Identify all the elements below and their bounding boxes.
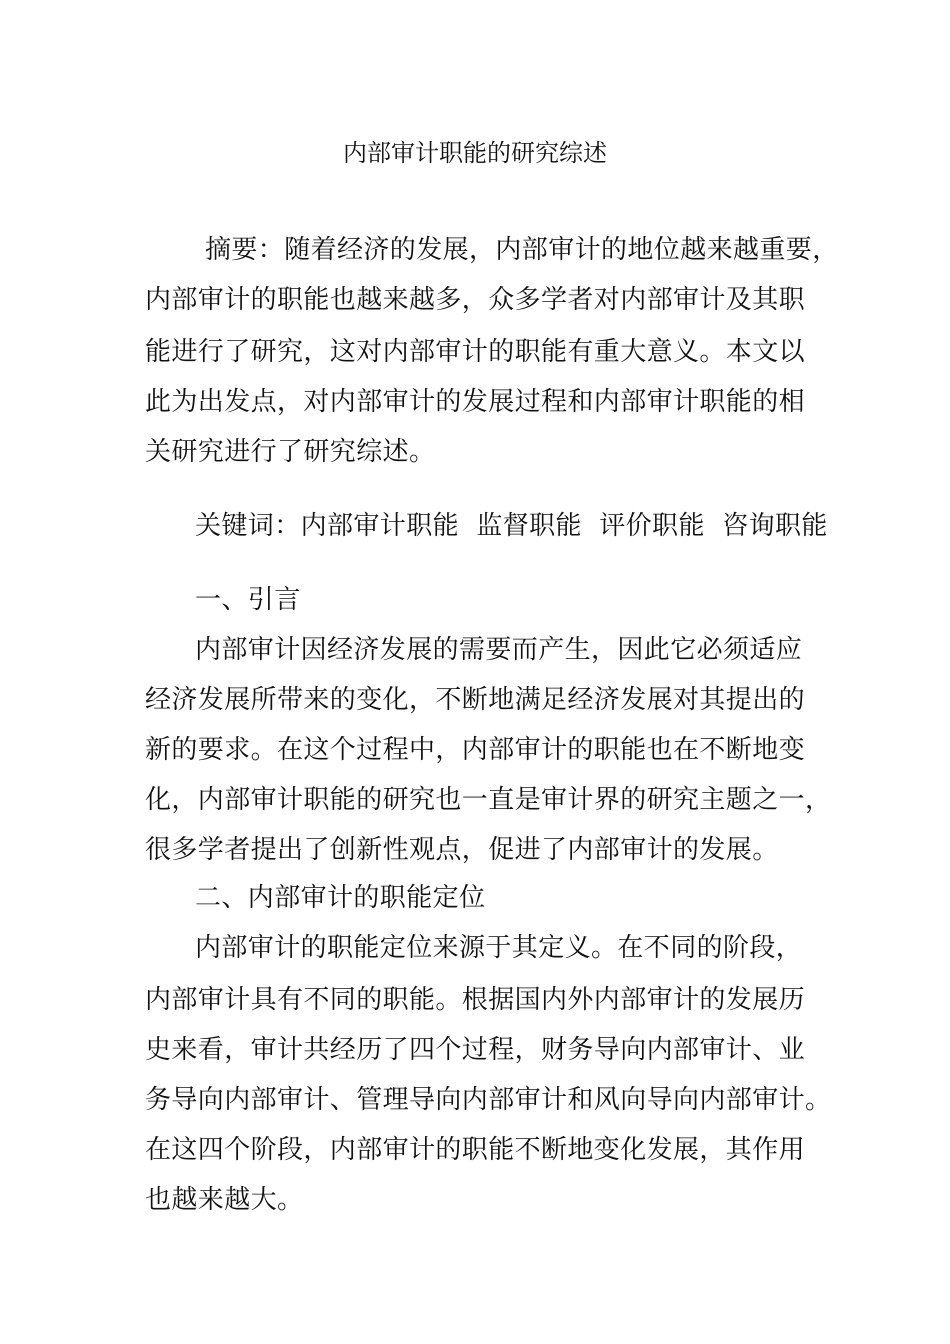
abstract-line: 内部审计的职能也越来越多，众多学者对内部审计及其职 <box>145 285 806 315</box>
abstract-line: 此为出发点，对内部审计的发展过程和内部审计职能的相 <box>145 387 806 417</box>
abstract-line: 能进行了研究，这对内部审计的职能有重大意义。本文以 <box>145 337 806 367</box>
abstract-line: 关研究进行了研究综述。 <box>145 437 436 467</box>
section-heading-introduction: 一、引言 <box>195 585 301 615</box>
keywords-line: 关键词：内部审计职能 监督职能 评价职能 咨询职能 <box>195 511 828 541</box>
document-title: 内部审计职能的研究综述 <box>343 139 607 167</box>
paragraph-line: 内部审计因经济发展的需要而产生，因此它必须适应 <box>195 635 803 665</box>
paragraph-line: 内部审计具有不同的职能。根据国内外内部审计的发展历 <box>145 985 806 1015</box>
paragraph-line: 很多学者提出了创新性观点，促进了内部审计的发展。 <box>145 835 779 865</box>
paragraph-line: 化，内部审计职能的研究也一直是审计界的研究主题之一， <box>145 785 832 815</box>
paragraph-line: 新的要求。在这个过程中，内部审计的职能也在不断地变 <box>145 735 806 765</box>
paragraph-line: 史来看，审计共经历了四个过程，财务导向内部审计、业 <box>145 1035 806 1065</box>
paragraph-line: 也越来越大。 <box>145 1185 304 1215</box>
paragraph-line: 内部审计的职能定位来源于其定义。在不同的阶段， <box>195 933 803 963</box>
section-heading-function-positioning: 二、内部审计的职能定位 <box>195 883 486 913</box>
paragraph-line: 在这四个阶段，内部审计的职能不断地变化发展，其作用 <box>145 1135 806 1165</box>
abstract-line: 摘要：随着经济的发展，内部审计的地位越来越重要， <box>205 235 839 265</box>
paragraph-line: 务导向内部审计、管理导向内部审计和风向导向内部审计。 <box>145 1085 832 1115</box>
paragraph-line: 经济发展所带来的变化，不断地满足经济发展对其提出的 <box>145 685 806 715</box>
